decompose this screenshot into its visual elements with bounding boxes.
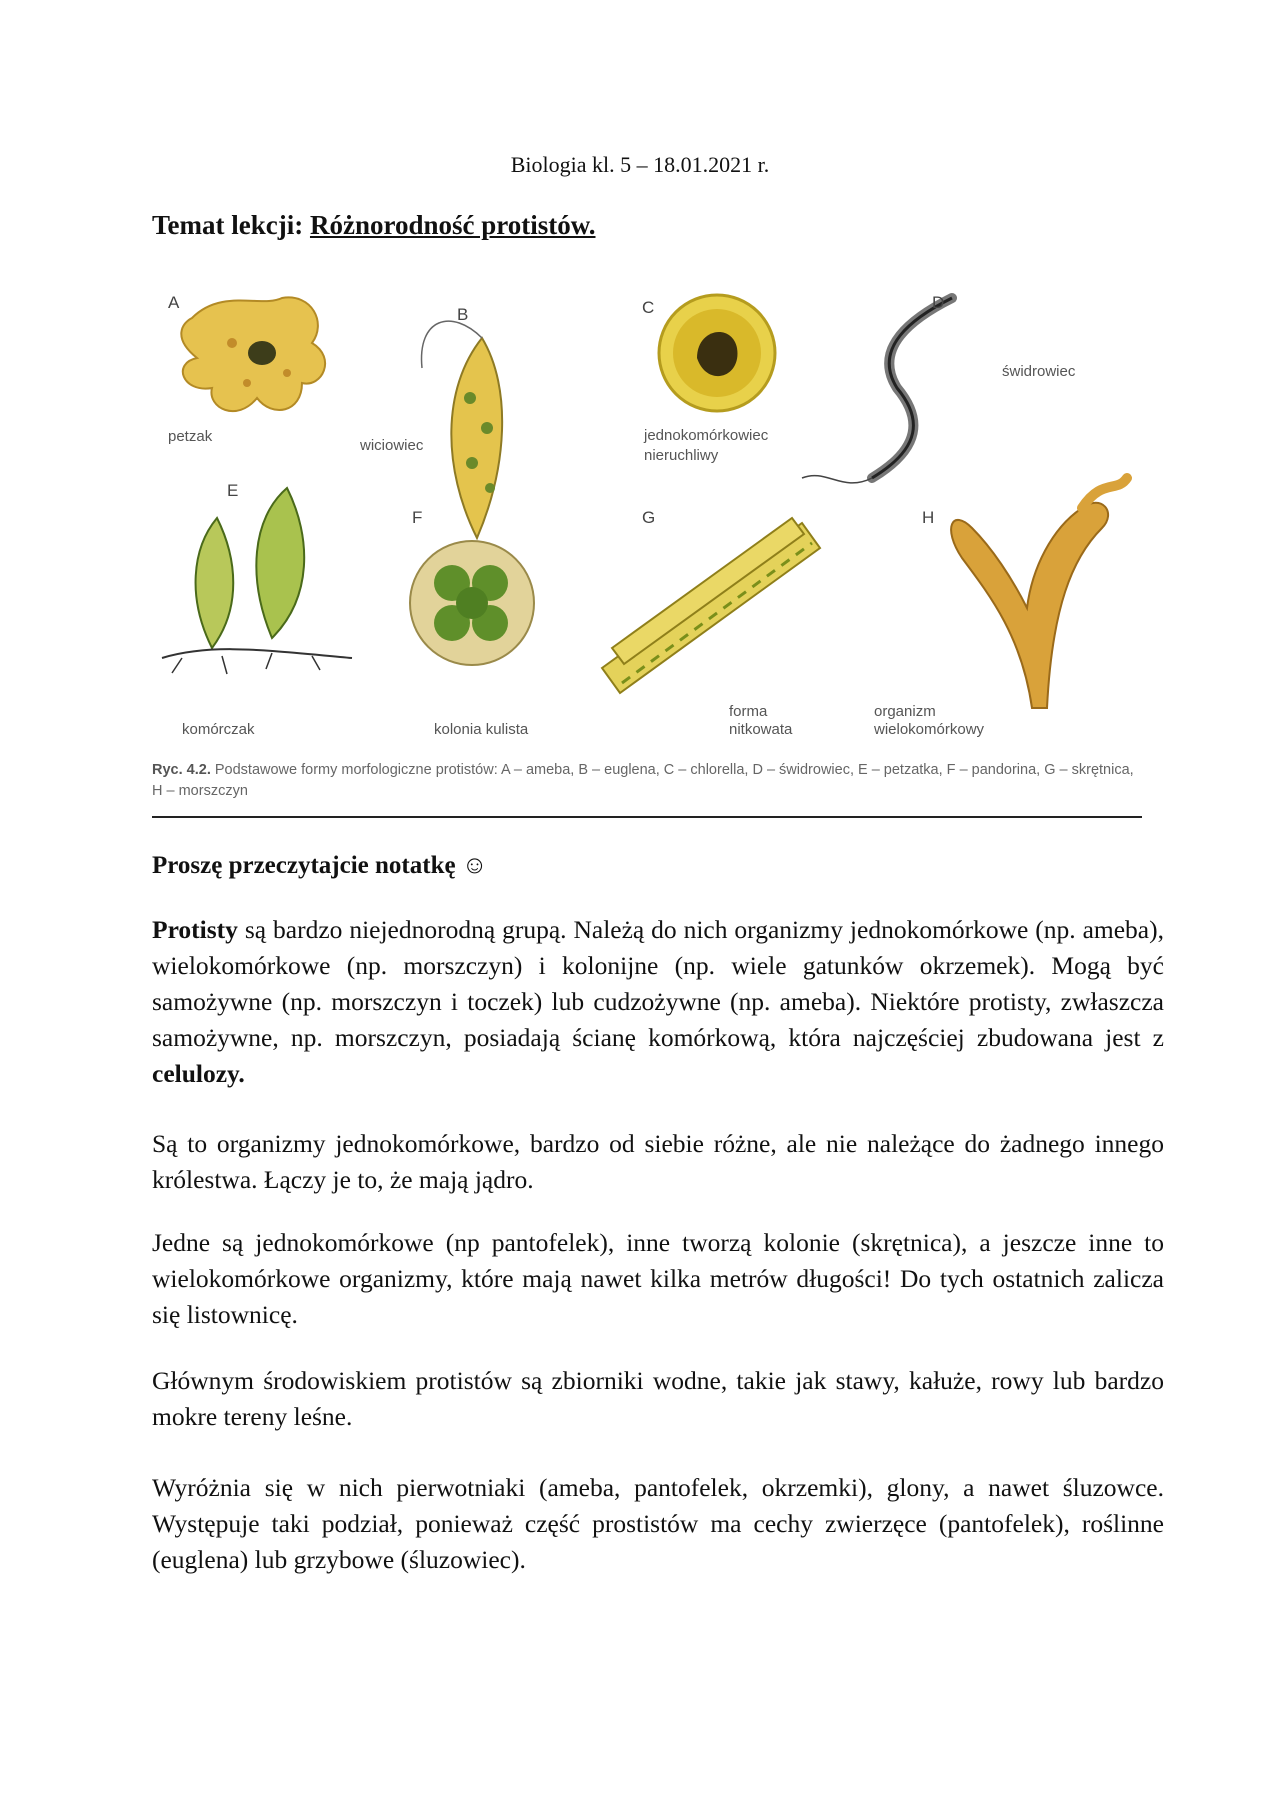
pellia-illustration [162,481,352,738]
label-forma: forma [729,703,768,720]
label-organizm: organizm [874,703,936,720]
letter-e: E [227,481,239,500]
paragraph-3: Jedne są jednokomórkowe (np pantofelek), inne tworzą kolonie (skrętnica), a jeszcze inne to wielokomórkowe organizmy, które mają nawet kilka metrów długości! Do tych ostatnich zalicza się listownicę. [152,1228,1164,1329]
letter-f: F [412,508,423,527]
label-kolonia-kulista: kolonia kulista [434,721,529,738]
letter-d: D [932,293,945,312]
label-petzak: petzak [168,428,213,445]
label-wielokomorkowy: wielokomórkowy [874,721,985,738]
protists-figure [152,278,1142,818]
euglena-illustration [359,305,502,538]
label-nitkowata: nitkowata [729,721,793,738]
label-jednokomorkowiec: jednokomórkowiec [644,427,769,444]
caption-text: Podstawowe formy morfologiczne protistów: A – ameba, B – euglena, C – chlorella, D – świdrowiec, E – petzatka, F – pandorina, G – skrętnica, H – morszczyn [152,762,1134,799]
lesson-topic [152,210,596,241]
spirogyra-illustration [602,508,820,738]
label-komorczak: komórczak [182,721,255,738]
trypanosoma-illustration [802,293,1076,483]
paragraph-1-lead: Protisty [152,915,238,944]
fucus-illustration [873,478,1127,738]
letter-g: G [642,508,656,527]
figure-caption [152,760,1142,802]
reading-request: Proszę przeczytajcie notatkę ☺ [152,852,488,879]
paragraph-2: Są to organizmy jednokomórkowe, bardzo od siebie różne, ale nie należące do żadnego innego królestwa. Łączy je to, że mają jądro. [152,1129,1164,1194]
amoeba-illustration [168,293,325,445]
subject-date-header: Biologia kl. 5 – 18.01.2021 r. [510,152,770,177]
paragraph-4: Głównym środowiskiem protistów są zbiorniki wodne, takie jak stawy, kałuże, rowy lub bardzo mokre tereny leśne. [152,1366,1164,1431]
pandorina-illustration [410,508,534,738]
chlorella-illustration [642,295,775,464]
topic-value: Różnorodność protistów. [309,210,596,240]
letter-b: B [457,305,469,324]
label-swidrowiec: świdrowiec [1002,363,1076,380]
caption-label: Ryc. 4.2. [152,762,211,778]
paragraph-5: Wyróżnia się w nich pierwotniaki (ameba, pantofelek, okrzemki), glony, a nawet śluzowce. Występuje taki podział, ponieważ część prostistów ma cechy zwierzęce (pantofelek), roślinne (euglena) lub grzybowe (śluzowiec). [152,1473,1164,1574]
letter-c: C [642,298,655,317]
horizontal-divider [152,816,1142,818]
letter-a: A [168,293,180,312]
topic-label: Temat lekcji: [152,210,304,240]
paragraph-1-body: są bardzo niejednorodną grupą. Należą do nich organizmy jednokomórkowe (np. ameba), wielokomórkowe (np. morszczyn) i kolonijne (np. wiele gatunków okrzemek). Mogą być samożywne (np. morszczyn i toczek) lub cudzożywne (np. ameba). Niektóre protisty, zwłaszcza samożywne, np. morszczyn, posiadają ścianę komórkową, która najczęściej zbudowana jest z [152,915,1164,1052]
letter-h: H [922,508,935,527]
protists-illustration [152,278,1142,758]
paragraph-1 [152,912,1164,1092]
label-wiciowiec: wiciowiec [360,437,424,454]
paragraph-1-bold-tail: celulozy. [152,1059,245,1088]
label-nieruchliwy: nieruchliwy [644,447,719,464]
